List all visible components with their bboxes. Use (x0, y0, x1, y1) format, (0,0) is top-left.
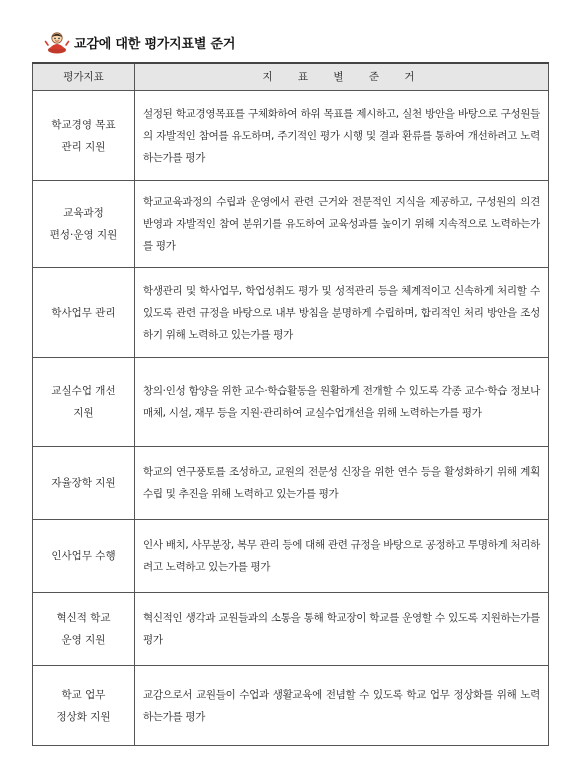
indicator-line: 교육과정 (63, 207, 104, 219)
table-row (33, 666, 549, 746)
table-row (33, 358, 549, 447)
header-criterion: 지 표 별 준 거 (135, 63, 549, 91)
indicator-line: 관리 지원 (61, 140, 106, 153)
criterion-cell: 학생관리 및 학사업무, 학업성취도 평가 및 성적관리 등을 체계적이고 신속하게 처리할 수 있도록 관련 규정을 바탕으로 내부 방침을 분명하게 수립하며, 합리적인 처리 방안을 조성하기 위해 노력하고 있는가를 평가 (135, 268, 549, 358)
indicator-line: 운영 지원 (61, 634, 106, 646)
criterion-cell: 학교의 연구풍토를 조성하고, 교원의 전문성 신장을 위한 연수 등을 활성화하기 위해 계획 수립 및 추진을 위해 노력하고 있는가를 평가 (135, 447, 549, 520)
indicator-line: 편성·운영 지원 (49, 229, 118, 241)
indicator-cell (33, 593, 135, 666)
table-row (33, 520, 549, 593)
indicator-line: 지원 (73, 407, 94, 419)
criterion-cell: 인사 배치, 사무분장, 복무 관리 등에 대해 관련 규정을 바탕으로 공정하고 투명하게 처리하려고 노력하고 있는가를 평가 (135, 520, 549, 593)
table-row (33, 593, 549, 666)
table-row (33, 91, 549, 181)
criterion-cell: 설정된 학교경영목표를 구체화하여 하위 목표를 제시하고, 실천 방안을 바탕으로 구성원들의 자발적인 참여를 유도하며, 주기적인 평가 시행 및 결과 환류를 통하여 개선하려고 노력하는가를 평가 (135, 91, 549, 181)
indicator-line: 학교 업무 (61, 688, 106, 701)
indicator-line: 혁신적 학교 (56, 612, 111, 624)
criterion-cell: 혁신적인 생각과 교원들과의 소통을 통해 학교장이 학교를 운영할 수 있도록 지원하는가를 평가 (135, 593, 549, 666)
header-indicator: 평가지표 (33, 63, 135, 91)
criteria-table (32, 62, 549, 746)
indicator-line: 교실수업 개선 (51, 385, 116, 397)
indicator-cell (33, 358, 135, 447)
indicator-cell (33, 91, 135, 181)
criterion-cell: 교감으로서 교원들이 수업과 생활교육에 전념할 수 있도록 학교 업무 정상화를 위해 노력하는가를 평가 (135, 666, 549, 746)
indicator-cell (33, 520, 135, 593)
indicator-line: 인사업무 수행 (51, 550, 116, 562)
indicator-line: 자율장학 지원 (51, 477, 116, 489)
table-row (33, 268, 549, 358)
cartoon-character-icon (44, 30, 70, 54)
table-row (33, 181, 549, 268)
document-title: 교감에 대한 평가지표별 준거 (74, 36, 236, 52)
criterion-cell: 창의·인성 함양을 위한 교수·학습활동을 원활하게 전개할 수 있도록 각종 교수·학습 정보나 매체, 시설, 재무 등을 지원·관리하여 교실수업개선을 위해 노력하는가를 평가 (135, 358, 549, 447)
indicator-line: 학사업무 관리 (51, 306, 116, 319)
criterion-cell: 학교교육과정의 수립과 운영에서 관련 근거와 전문적인 지식을 제공하고, 구성원의 의견 반영과 자발적인 참여 분위기를 유도하여 교육성과를 높이기 위해 지속적으로 노력하는가를 평가 (135, 181, 549, 268)
document-title-bar (44, 30, 235, 54)
table-row (33, 447, 549, 520)
indicator-cell (33, 268, 135, 358)
indicator-cell (33, 447, 135, 520)
indicator-cell (33, 666, 135, 746)
indicator-cell (33, 181, 135, 268)
indicator-line: 학교경영 목표 (51, 118, 116, 131)
indicator-line: 정상화 지원 (56, 710, 111, 723)
table-header-row (33, 63, 549, 91)
